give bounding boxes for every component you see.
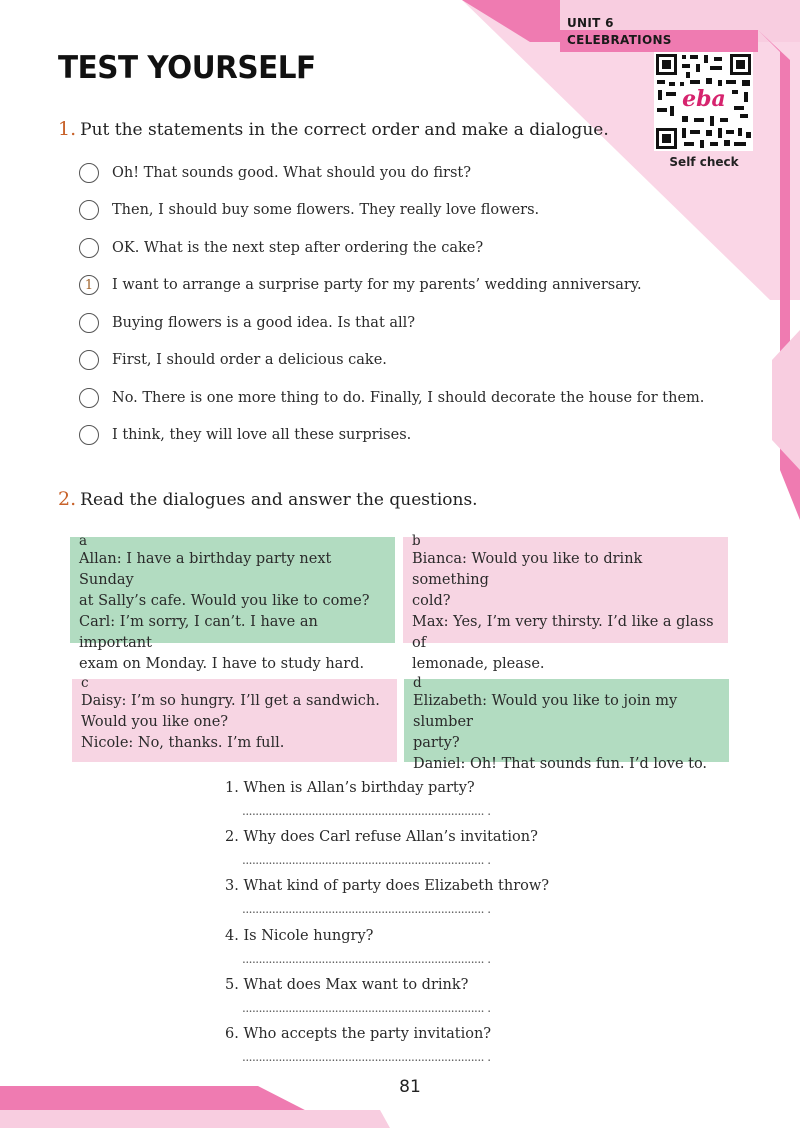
bottom-left-light-stripe: [0, 1110, 390, 1128]
order-circle[interactable]: [79, 350, 99, 370]
dialogue-line: cold?: [412, 593, 451, 609]
section2-text: Read the dialogues and answer the questions.: [80, 490, 478, 510]
list-item: [79, 198, 539, 222]
dialogue-line: Elizabeth: Would you like to join my slumber: [413, 693, 678, 730]
dialogue-letter: b: [412, 533, 421, 549]
answer-line[interactable]: ......................................................................... .: [242, 1050, 491, 1064]
question-text: 5. What does Max want to drink?: [225, 977, 469, 993]
question-item: [225, 878, 555, 916]
dialogue-line: exam on Monday. I have to study hard.: [79, 656, 365, 672]
dialogue-line: Bianca: Would you like to drink something: [412, 551, 643, 588]
list-item: [79, 273, 642, 297]
answer-line[interactable]: ......................................................................... .: [242, 804, 491, 818]
statement-text: Oh! That sounds good. What should you do first?: [112, 165, 472, 181]
dialogue-line: Allan: I have a birthday party next Sunday: [79, 551, 332, 588]
page-number: 81: [399, 1077, 421, 1097]
list-item: [79, 386, 704, 410]
order-circle[interactable]: [79, 200, 99, 220]
qr-code-icon[interactable]: [654, 52, 753, 151]
list-item: [79, 348, 387, 372]
section1-number: 1.: [58, 118, 77, 140]
page-title: TEST YOURSELF: [58, 50, 316, 86]
order-circle[interactable]: [79, 163, 99, 183]
dialogue-letter: a: [79, 533, 88, 549]
order-circle[interactable]: 1: [79, 275, 99, 295]
list-item: [79, 161, 471, 185]
qr-logo-text: eba: [682, 86, 726, 112]
question-item: [225, 928, 555, 966]
statement-text: No. There is one more thing to do. Finally, I should decorate the house for them.: [112, 390, 705, 406]
dialogue-letter: d: [413, 675, 422, 691]
question-item: [225, 780, 555, 818]
question-text: 3. What kind of party does Elizabeth throw?: [225, 878, 550, 894]
dialogue-box-b: [403, 533, 728, 672]
dialogue-line: Would you like one?: [81, 714, 229, 730]
order-circle[interactable]: [79, 313, 99, 333]
answer-line[interactable]: ......................................................................... .: [242, 1001, 491, 1015]
list-item: [79, 423, 411, 447]
question-text: 6. Who accepts the party invitation?: [225, 1026, 492, 1042]
order-circle[interactable]: [79, 425, 99, 445]
dialogue-line: Daisy: I’m so hungry. I’ll get a sandwich.: [81, 693, 380, 709]
dialogue-box-c: [72, 675, 397, 762]
statement-text: I think, they will love all these surprises.: [112, 427, 412, 443]
question-text: 2. Why does Carl refuse Allan’s invitation?: [225, 829, 538, 845]
statement-text: First, I should order a delicious cake.: [112, 352, 387, 368]
dialogue-line: at Sally’s cafe. Would you like to come?: [79, 593, 370, 609]
list-item: [79, 311, 415, 335]
question-text: 1. When is Allan’s birthday party?: [225, 780, 475, 796]
question-text: 4. Is Nicole hungry?: [225, 928, 374, 944]
statement-text: Then, I should buy some flowers. They really love flowers.: [112, 202, 540, 218]
self-check-label: Self check: [669, 155, 739, 169]
dialogue-line: Carl: I’m sorry, I can’t. I have an important: [79, 614, 318, 651]
section1-text: Put the statements in the correct order and make a dialogue.: [80, 120, 609, 140]
statement-text: I want to arrange a surprise party for my parents’ wedding anniversary.: [112, 277, 642, 293]
dialogue-box-d: [404, 675, 729, 772]
right-edge-tab: [772, 330, 800, 470]
unit-label: [567, 15, 672, 49]
statement-text: OK. What is the next step after ordering the cake?: [112, 240, 484, 256]
dialogue-box-a: [70, 533, 395, 672]
dialogue-line: Nicole: No, thanks. I’m full.: [81, 735, 285, 751]
answer-line[interactable]: ......................................................................... .: [242, 902, 491, 916]
unit-title: CELEBRATIONS: [567, 33, 672, 47]
dialogue-line: Daniel: Oh! That sounds fun. I’d love to.: [413, 756, 708, 772]
dialogue-line: lemonade, please.: [412, 656, 545, 672]
order-circle[interactable]: [79, 238, 99, 258]
section2-instruction: [58, 488, 478, 510]
section2-number: 2.: [58, 488, 77, 510]
answer-line[interactable]: ......................................................................... .: [242, 853, 491, 867]
statement-text: Buying flowers is a good idea. Is that all?: [112, 315, 416, 331]
question-item: [225, 977, 555, 1015]
dialogue-line: party?: [413, 735, 460, 751]
question-item: [225, 1026, 555, 1064]
section1-instruction: [58, 118, 609, 140]
order-circle[interactable]: [79, 388, 99, 408]
list-item: [79, 236, 483, 260]
dialogue-line: Max: Yes, I’m very thirsty. I’d like a glass of: [412, 614, 714, 651]
dialogue-letter: c: [81, 675, 89, 691]
question-item: [225, 829, 555, 867]
answer-line[interactable]: ......................................................................... .: [242, 952, 491, 966]
unit-number: UNIT 6: [567, 16, 614, 30]
